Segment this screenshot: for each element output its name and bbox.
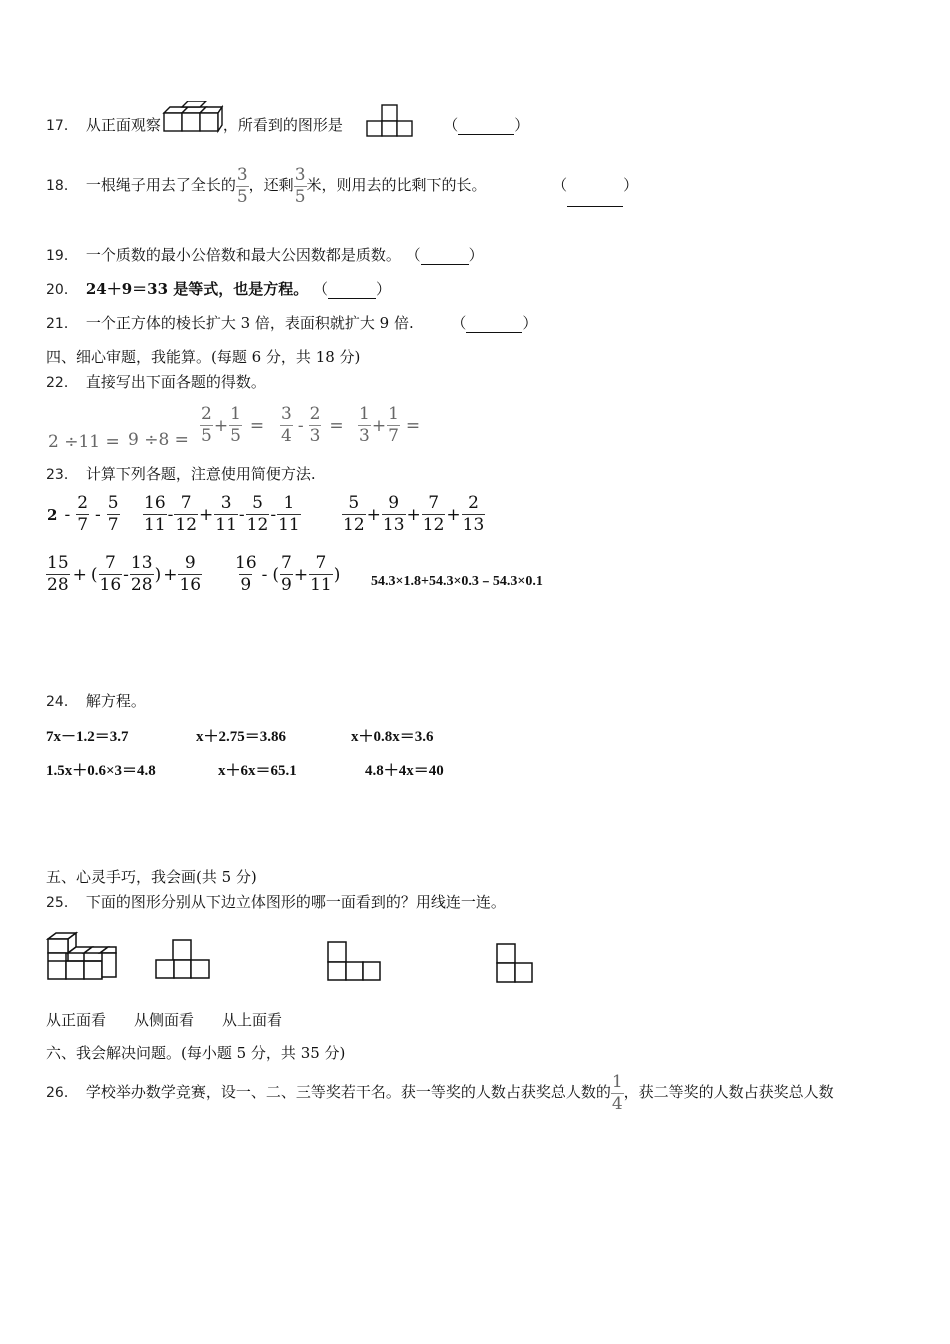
- question-number: 23．: [46, 467, 78, 483]
- question-25: [46, 892, 506, 913]
- question-text: 从正面观察: [85, 116, 161, 134]
- question-number: 17．: [46, 118, 78, 134]
- label-front-view: 从正面看: [46, 1011, 107, 1029]
- label-side-view: 从侧面看: [134, 1011, 195, 1029]
- section-6-title: 六、我会解决问题。(每小题 5 分，共 35 分): [46, 1044, 346, 1062]
- question-22: [46, 372, 266, 393]
- equation: x＋6x＝65.1: [218, 763, 297, 779]
- expr-23-1: 2 - $\frac{2}{7}$ - $\frac{5}{7}$: [47, 493, 119, 535]
- fraction: $\frac{3}{5}$: [236, 164, 248, 207]
- question-23: [46, 464, 316, 485]
- question-text: 计算下列各题，注意使用简便方法.: [85, 465, 316, 483]
- expr-23-4: $\frac{15}{28}$ + ( $\frac{7}{16}$ - $\frac{13}{28}$ ) + $\frac{9}{16}$: [47, 553, 202, 595]
- solid-figure-icon: [46, 931, 120, 983]
- answer-parentheses[interactable]: （ ）: [313, 280, 392, 298]
- expr-9-div-8: 9 ÷8 =: [128, 430, 189, 450]
- question-text: 24＋9＝33 是等式，也是方程。: [85, 280, 309, 298]
- expr-2/5+1/5: $\frac{2}{5}$ + $\frac{1}{5}$ =: [201, 404, 265, 446]
- answer-parentheses[interactable]: （ ）: [405, 246, 484, 264]
- equation: 4.8＋4x＝40: [365, 763, 444, 779]
- question-21: [46, 313, 537, 334]
- question-text: 解方程。: [85, 692, 146, 710]
- question-text: ，还剩: [248, 176, 294, 194]
- question-text: ，所看到的图形是: [222, 116, 343, 134]
- question-20: [46, 279, 391, 300]
- question-text: 一个正方体的棱长扩大 3 倍，表面积就扩大 9 倍.: [85, 314, 414, 332]
- question-text: 学校举办数学竞赛，设一、二、三等奖若干名。获一等奖的人数占获奖总人数的: [85, 1083, 611, 1101]
- view-shape-a-icon: [155, 938, 213, 980]
- question-18: [46, 163, 638, 208]
- view-shape-b-icon: [326, 940, 384, 982]
- expr-23-2: $\frac{16}{11}$ - $\frac{7}{12}$ + $\frac{3}{11}$ - $\frac{5}{12}$ - $\frac{1}{11}$: [144, 493, 300, 535]
- question-text: 米，则用去的比剩下的长。: [306, 176, 487, 194]
- expr-23-5: $\frac{16}{9}$ - ( $\frac{7}{9}$ + $\frac{7}{11}$ ): [235, 553, 341, 595]
- question-text: 一根绳子用去了全长的: [85, 176, 236, 194]
- question-number: 20．: [46, 282, 78, 298]
- question-number: 22．: [46, 375, 78, 391]
- question-19: [46, 245, 484, 266]
- question-number: 19．: [46, 248, 78, 264]
- question-text: ，获二等奖的人数占获奖总人数: [623, 1083, 834, 1101]
- question-26: [46, 1070, 834, 1115]
- question-17: [46, 115, 529, 136]
- section-5-title: 五、心灵手巧，我会画(共 5 分): [46, 868, 257, 886]
- question-24: [46, 691, 146, 712]
- question-text: 下面的图形分别从下边立体图形的哪一面看到的？用线连一连。: [85, 893, 506, 911]
- expr-3/4-2/3: $\frac{3}{4}$ - $\frac{2}{3}$ =: [281, 404, 344, 446]
- answer-parentheses[interactable]: （ ）: [552, 163, 638, 207]
- answer-parentheses[interactable]: （ ）: [451, 314, 538, 332]
- question-number: 25．: [46, 895, 78, 911]
- question-text: 直接写出下面各题的得数。: [85, 373, 266, 391]
- question-number: 24．: [46, 694, 78, 710]
- expr-1/3+1/7: $\frac{1}{3}$ + $\frac{1}{7}$ =: [359, 404, 421, 446]
- cube-stack-icon: [162, 101, 226, 135]
- equation: 1.5x＋0.6×3＝4.8: [46, 763, 156, 779]
- view-shape-c-icon: [495, 942, 537, 986]
- expr-2-div-11: 2 ÷11 =: [48, 432, 120, 452]
- front-view-shape-icon: [365, 104, 415, 138]
- equation: x＋2.75＝3.86: [196, 729, 287, 745]
- fraction: $\frac{1}{4}$: [611, 1071, 623, 1114]
- label-top-view: 从上面看: [222, 1011, 283, 1029]
- question-text: 一个质数的最小公倍数和最大公因数都是质数。: [85, 246, 401, 264]
- expr-23-3: $\frac{5}{12}$ + $\frac{9}{13}$ + $\frac{7}{12}$ + $\frac{2}{13}$: [343, 493, 485, 535]
- question-number: 21．: [46, 316, 78, 332]
- question-number: 18．: [46, 178, 78, 194]
- fraction: $\frac{3}{5}$: [294, 164, 306, 207]
- view-labels: [46, 1010, 282, 1030]
- answer-parentheses[interactable]: （ ）: [443, 116, 530, 134]
- question-number: 26．: [46, 1085, 78, 1101]
- equation: x＋0.8x＝3.6: [351, 729, 434, 745]
- section-4-title: 四、细心审题，我能算。(每题 6 分，共 18 分): [46, 348, 361, 366]
- equation: 7x－1.2＝3.7: [46, 729, 129, 745]
- expr-23-6: 54.3×1.8+54.3×0.3﹣54.3×0.1: [371, 574, 543, 589]
